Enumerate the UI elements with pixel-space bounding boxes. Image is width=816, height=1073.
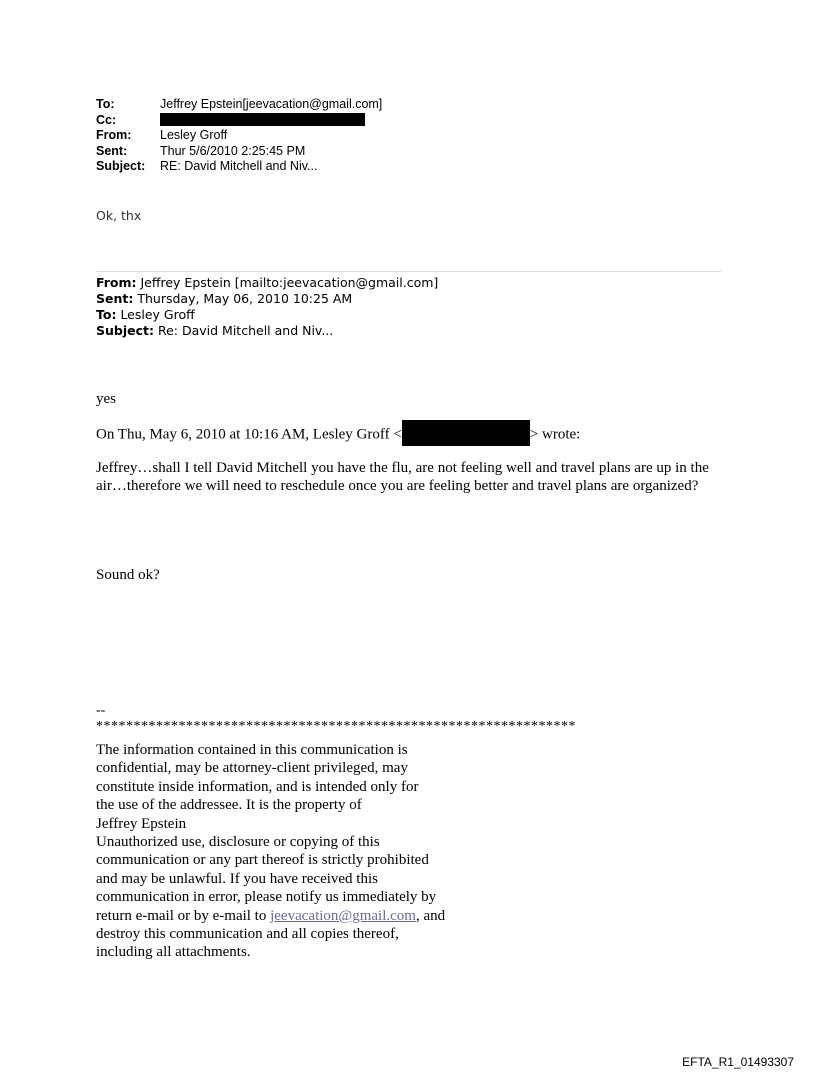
quote-intro-line bbox=[96, 424, 580, 446]
cc-redaction bbox=[160, 113, 365, 126]
message-sound-ok: Sound ok? bbox=[96, 567, 160, 583]
disclaimer-line: including all attachments. bbox=[96, 944, 251, 961]
disclaimer-line: and may be unlawful. If you have received this bbox=[96, 870, 378, 887]
cc-label: Cc: bbox=[96, 112, 117, 127]
disclaimer-line: Jeffrey Epstein bbox=[96, 815, 187, 832]
quote-intro: On Thu, May 6, 2010 at 10:16 AM, Lesley Groff < bbox=[96, 426, 402, 443]
disclaimer-line: communication in error, please notify us immediately by bbox=[96, 889, 437, 906]
from-label: From: bbox=[96, 128, 132, 142]
document-id: EFTA_R1_01493307 bbox=[682, 1055, 794, 1069]
disclaimer-line: confidential, may be attorney-client privileged, may bbox=[96, 760, 408, 777]
email-link[interactable]: jeevacation@gmail.com bbox=[270, 907, 416, 924]
email-redaction bbox=[402, 420, 530, 446]
fwd-to-row bbox=[96, 307, 438, 323]
to-label: To: bbox=[96, 97, 115, 111]
sent-label: Sent: bbox=[96, 143, 128, 158]
forwarded-header bbox=[96, 275, 438, 339]
message-yes: yes bbox=[96, 391, 116, 407]
fwd-sent-row bbox=[96, 291, 438, 307]
return-prefix: return e-mail or by e-mail to bbox=[96, 907, 271, 924]
fwd-from-value: Jeffrey Epstein [mailto:jeevacation@gmail.com] bbox=[140, 275, 439, 290]
from-value: Lesley Groff bbox=[160, 128, 228, 142]
reply-text: Ok, thx bbox=[96, 208, 142, 223]
to-value: Jeffrey Epstein[jeevacation@gmail.com] bbox=[160, 97, 383, 111]
fwd-to-label: To: bbox=[96, 307, 117, 322]
disclaimer-line: constitute inside information, and is intended only for bbox=[96, 778, 419, 795]
fwd-from-label: From: bbox=[96, 275, 137, 290]
email-header bbox=[96, 97, 382, 175]
message-paragraph: Jeffrey…shall I tell David Mitchell you have the flu, are not feeling well and travel plans are up in the air…therefore we will need to reschedule once you are feeling better and travel plans are organized? bbox=[96, 460, 709, 494]
subject-label: Subject: bbox=[96, 159, 146, 173]
quote-wrote: > wrote: bbox=[529, 426, 581, 443]
disclaimer-line: The information contained in this communication is bbox=[96, 742, 408, 758]
header-subject-row bbox=[96, 159, 382, 175]
signature-dashes: -- bbox=[96, 703, 106, 718]
fwd-subject-label: Subject: bbox=[96, 323, 154, 338]
header-cc-row bbox=[96, 113, 382, 129]
disclaimer bbox=[96, 741, 516, 962]
disclaimer-line: communication or any part thereof is strictly prohibited bbox=[96, 852, 429, 869]
sent-value: Thur 5/6/2010 2:25:45 PM bbox=[160, 143, 306, 158]
fwd-to-value: Lesley Groff bbox=[120, 307, 195, 322]
disclaimer-line: destroy this communication and all copies thereof, bbox=[96, 926, 399, 943]
fwd-sent-value: Thursday, May 06, 2010 10:25 AM bbox=[137, 291, 353, 306]
disclaimer-return-line bbox=[96, 907, 516, 925]
divider bbox=[96, 271, 721, 272]
fwd-subject-row bbox=[96, 323, 438, 339]
fwd-from-row bbox=[96, 275, 438, 291]
return-suffix: , and bbox=[415, 907, 446, 924]
header-from-row bbox=[96, 128, 382, 144]
disclaimer-line: the use of the addressee. It is the property of bbox=[96, 797, 362, 814]
disclaimer-line: Unauthorized use, disclosure or copying of this bbox=[96, 834, 380, 851]
fwd-sent-label: Sent: bbox=[96, 291, 134, 306]
fwd-subject-value: Re: David Mitchell and Niv... bbox=[157, 323, 334, 338]
header-to-row bbox=[96, 97, 382, 113]
header-sent-row bbox=[96, 144, 382, 160]
subject-value: RE: David Mitchell and Niv... bbox=[160, 159, 318, 173]
signature-stars: **************************************************************** bbox=[96, 719, 576, 734]
